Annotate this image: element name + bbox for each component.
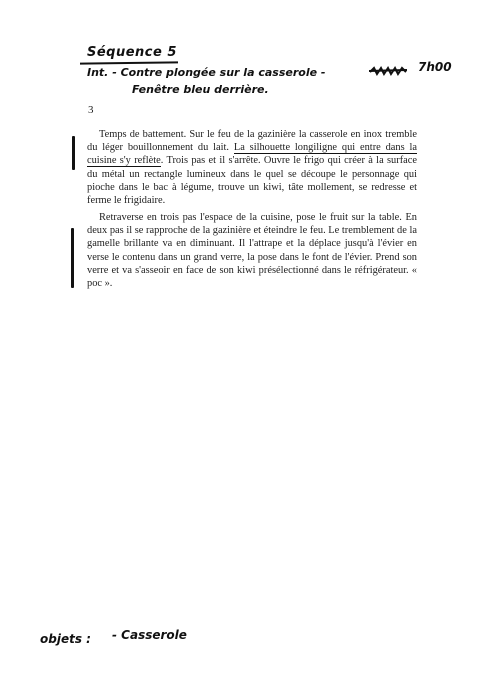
background-note: Fenêtre bleu derrière.: [132, 83, 269, 96]
crossed-out-scribble: [369, 66, 407, 76]
objets-label: objets :: [40, 632, 91, 646]
paragraph-1: [87, 128, 417, 207]
underlined-phrase: La silhouette longiligne qui entre dans la cuisine s'y reflète: [87, 142, 417, 167]
objets-value: - Casserole: [112, 628, 187, 642]
paragraph-1-text-continued: . Trois pas et il s'arrête. Ouvre le frigo qui créer à la surface du métal un rectangle lumineux dans le quel se découpe le personnage qui pioche dans le bac à légume, trouve un kiwi, tâte mollement, se redresse et ferme le frigidaire.: [87, 155, 418, 207]
margin-bar-marker-2: [71, 228, 74, 288]
time-label: 7h00: [418, 60, 452, 74]
sequence-title-underline: [80, 61, 178, 64]
page-number: 3: [88, 104, 94, 116]
margin-bar-marker: [72, 136, 75, 170]
shot-description: Int. - Contre plongée sur la casserole -: [87, 66, 326, 79]
paragraph-2: [87, 211, 417, 290]
sequence-title: Séquence 5: [87, 45, 177, 60]
paragraph-2-text: Retraverse en trois pas l'espace de la cuisine, pose le fruit sur la table. En deux pas il se rapproche de la gazinière et éteindre le feu. Le tremblement de la gamelle brillante va en diminuant. Il l'attrape et la déplace jusqu'à l'évier en verse le contenu dans un grand verre, la pose dans le font de l'évier. Prend son verre et va s'asseoir en face de son kiwi présélectionné dans le réfrigérateur. « poc ».: [87, 212, 417, 290]
paragraph-1-text: Temps de battement. Sur le feu de la gazinière la casserole en inox tremble du léger bouillonnement du lait.: [87, 129, 417, 154]
